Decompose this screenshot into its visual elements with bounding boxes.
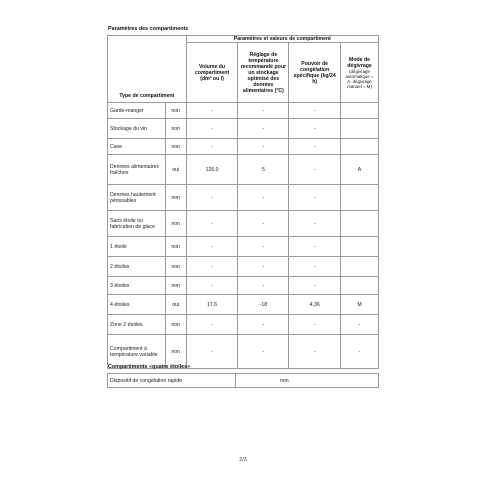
quick-freeze-label: Dispositif de congélation rapide [108,374,236,388]
cell-present: non [165,277,186,295]
cell-temp: - [238,185,289,211]
cell-freeze: - [289,315,341,335]
section-title-four-star: Compartiments «quatre étoiles» [108,364,191,370]
cell-volume: - [186,277,238,295]
cell-defrost [341,185,379,211]
cell-defrost: - [341,315,379,335]
cell-name: Cave [108,139,166,155]
cell-temp: 5 [238,155,289,185]
cell-present: non [165,315,186,335]
cell-volume: - [186,139,238,155]
cell-freeze: - [289,277,341,295]
cell-freeze: - [289,211,341,237]
cell-defrost: - [341,335,379,369]
cell-name: Zone 2 étoiles [108,315,166,335]
table-row [108,237,379,257]
header-freezing: Pouvoir de congélation spécifique (kg/24 h) [289,43,341,103]
cell-present: non [165,335,186,369]
cell-volume: - [186,119,238,139]
cell-freeze: - [289,139,341,155]
cell-name: Denrées alimentaires fraîches [108,155,166,185]
cell-freeze: - [289,185,341,211]
cell-temp: - [238,257,289,277]
cell-temp: - [238,139,289,155]
cell-freeze: - [289,155,341,185]
cell-freeze: 4,36 [289,295,341,315]
cell-temp: - [238,119,289,139]
table-row [108,103,379,119]
cell-temp: - [238,211,289,237]
header-defrost-subtitle: (dégivrage automatique = A, dégivrage manuel = M) [345,68,374,89]
cell-volume: - [186,103,238,119]
cell-volume: - [186,257,238,277]
header-group: Paramètres et valeurs de compartiment [186,36,378,43]
cell-volume: 17,6 [186,295,238,315]
header-defrost-title: Mode de dégivrage [347,56,372,69]
cell-present: non [165,103,186,119]
quick-freeze-value: non [236,374,379,388]
cell-defrost [341,139,379,155]
cell-volume: - [186,315,238,335]
cell-present: non [165,257,186,277]
table-row [108,277,379,295]
cell-present: oui [165,295,186,315]
header-volume: Volume du compartiment (dm³ ou l) [186,43,238,103]
cell-present: non [165,211,186,237]
table-row [108,155,379,185]
table-row [108,295,379,315]
cell-name: 3 étoiles [108,277,166,295]
cell-name: Sans étoile ou fabrication de glace [108,211,166,237]
cell-freeze: - [289,119,341,139]
cell-name: Stockage du vin [108,119,166,139]
four-star-table [107,373,379,388]
cell-volume: 126,0 [186,155,238,185]
cell-name: Compartiment à température variable [108,335,166,369]
cell-present: non [165,119,186,139]
cell-temp: -18 [238,295,289,315]
cell-volume: - [186,237,238,257]
table-row [108,119,379,139]
cell-defrost: M [341,295,379,315]
cell-volume: - [186,211,238,237]
cell-name: 2 étoiles [108,257,166,277]
cell-defrost [341,257,379,277]
table-row [108,257,379,277]
cell-defrost [341,119,379,139]
cell-temp: - [238,315,289,335]
cell-name: Garde-manger [108,103,166,119]
cell-defrost [341,277,379,295]
cell-temp: - [238,277,289,295]
cell-freeze: - [289,103,341,119]
cell-temp: - [238,237,289,257]
cell-present: non [165,185,186,211]
table-row [108,211,379,237]
header-defrost [341,43,379,103]
cell-present: non [165,139,186,155]
cell-name: 1 étoile [108,237,166,257]
cell-temp: - [238,335,289,369]
header-temperature: Réglage de température recommandé pour un stockage optimisé des denrées alimentaires (°C) [238,43,289,103]
header-type: Type de compartiment [108,36,187,103]
compartment-parameters-table [107,35,379,369]
cell-name: 4 étoiles [108,295,166,315]
page-number: 2/3 [239,457,247,463]
cell-defrost [341,237,379,257]
cell-name: Denrées hautement périssables [108,185,166,211]
cell-volume: - [186,185,238,211]
cell-volume: - [186,335,238,369]
cell-freeze: - [289,257,341,277]
cell-freeze: - [289,237,341,257]
section-title-compartments: Paramètres des compartiments [108,26,189,32]
cell-defrost [341,103,379,119]
table-row [108,315,379,335]
cell-freeze: - [289,335,341,369]
table-row [108,139,379,155]
cell-present: non [165,237,186,257]
cell-defrost [341,211,379,237]
cell-present: oui [165,155,186,185]
table-row [108,185,379,211]
cell-defrost: A [341,155,379,185]
cell-temp: - [238,103,289,119]
